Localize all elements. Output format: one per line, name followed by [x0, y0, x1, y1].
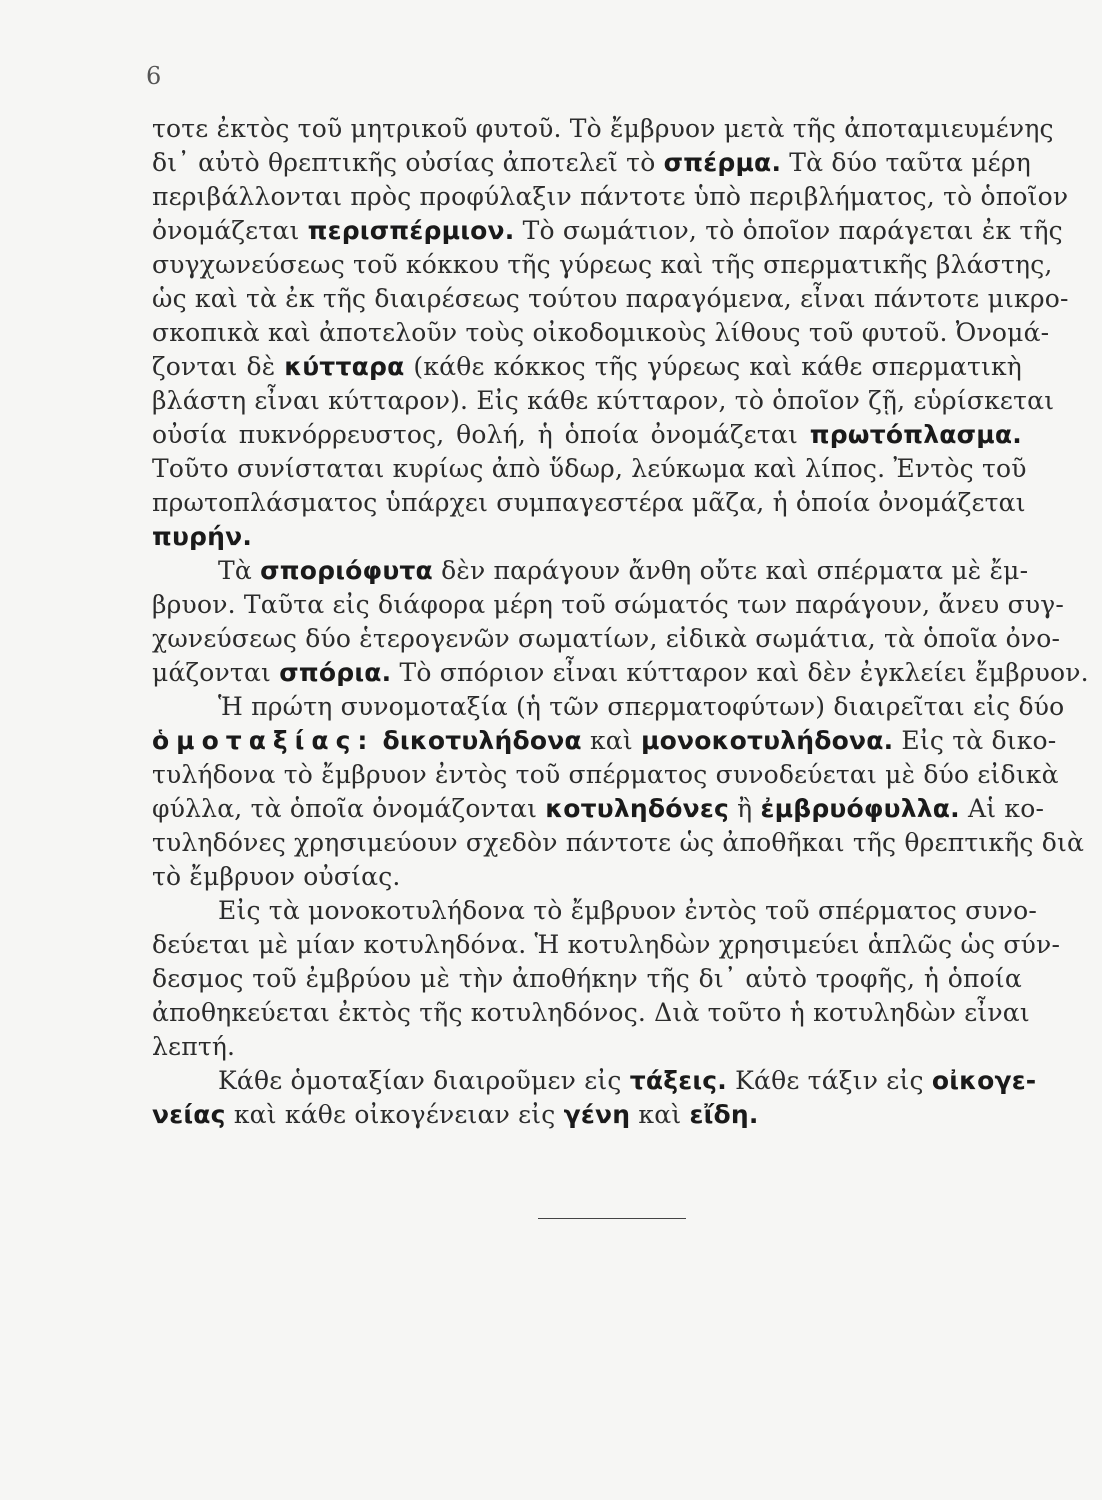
text-line — [152, 520, 1022, 554]
text-line: ὀνομάζεται περισπέρμιον. Τὸ σωμάτιον, τὸ ὁποῖον παράγεται ἐκ τῆς — [152, 216, 1063, 245]
section-divider — [538, 1218, 686, 1219]
term-oikogeneias-1: οἰκογε- — [931, 1066, 1037, 1095]
body-text — [152, 112, 1089, 1132]
text-line: ὁμοταξίας: δικοτυλήδονα καὶ μονοκοτυλήδονα. Εἰς τὰ δικο- — [152, 726, 1057, 755]
term-taxeis: τάξεις. — [629, 1066, 727, 1095]
text-line: φύλλα, τὰ ὁποῖα ὀνομάζονται κοτυληδόνες ἢ ἐμβρυόφυλλα. Αἱ κο- — [152, 794, 1045, 823]
text-line: τὸ ἔμβρυον οὐσίας. — [152, 862, 401, 891]
term-sporiofyta: σποριόφυτα — [260, 556, 433, 585]
text-line: νείας καὶ κάθε οἰκογένειαν εἰς γένη καὶ εἴδη. — [152, 1100, 759, 1129]
text-line: Τοῦτο συνίσταται κυρίως ἀπὸ ὕδωρ, λεύκωμα καὶ λίπος. Ἐντὸς τοῦ — [152, 454, 1027, 483]
text-line: τοτε ἐκτὸς τοῦ μητρικοῦ φυτοῦ. Τὸ ἔμβρυον μετὰ τῆς ἀποταμιευμένης — [152, 114, 1054, 143]
term-kyttara: κύτταρα — [284, 352, 405, 381]
page-number: 6 — [146, 62, 162, 90]
text-line: δεσμος τοῦ ἐμβρύου μὲ τὴν ἀποθήκην τῆς δι᾿ αὐτὸ τροφῆς, ἡ ὁποία — [152, 964, 1022, 993]
text-line: πρωτοπλάσματος ὑπάρχει συμπαγεστέρα μᾶζα, ἡ ὁποία ὀνομάζεται — [152, 488, 1026, 517]
text-line: ὡς καὶ τὰ ἐκ τῆς διαιρέσεως τούτου παραγόμενα, εἶναι πάντοτε μικρο- — [152, 284, 1069, 313]
term-sporia: σπόρια. — [279, 658, 392, 687]
text-line: οὐσία πυκνόρρευστος, θολή, ἡ ὁποία ὀνομάζεται πρωτόπλασμα. — [152, 420, 1022, 449]
term-sperma: σπέρμα. — [663, 148, 782, 177]
text-line: σκοπικὰ καὶ ἀποτελοῦν τοὺς οἰκοδομικοὺς λίθους τοῦ φυτοῦ. Ὀνομά- — [152, 318, 1050, 347]
text-line: βλάστη εἶναι κύτταρον). Εἰς κάθε κύτταρον, τὸ ὁποῖον ζῇ, εὑρίσκεται — [152, 386, 1055, 415]
term-dikotylidona: δικοτυλήδονα — [382, 726, 582, 755]
text-line: λεπτή. — [152, 1032, 236, 1061]
term-eidi: εἴδη. — [689, 1100, 759, 1129]
term-pyrin: πυρήν. — [152, 522, 253, 551]
text-line: Εἰς τὰ μονοκοτυλήδονα τὸ ἔμβρυον ἐντὸς τοῦ σπέρματος συνο- — [218, 896, 1038, 925]
text-line: συγχωνεύσεως τοῦ κόκκου τῆς γύρεως καὶ τῆς σπερματικῆς βλάστης, — [152, 250, 1053, 279]
text-line: μάζονται σπόρια. Τὸ σπόριον εἶναι κύτταρον καὶ δὲν ἐγκλείει ἔμβρυον. — [152, 658, 1089, 687]
text-line: τυλήδονα τὸ ἔμβρυον ἐντὸς τοῦ σπέρματος συνοδεύεται μὲ δύο εἰδικὰ — [152, 760, 1059, 789]
text-line: Ἡ πρώτη συνομοταξία (ἡ τῶν σπερματοφύτων) διαιρεῖται εἰς δύο — [218, 692, 1065, 721]
term-protoplasma: πρωτόπλασμα. — [809, 420, 1022, 449]
text-line: βρυον. Ταῦτα εἰς διάφορα μέρη τοῦ σώματός των παράγουν, ἄνευ συγ- — [152, 590, 1065, 619]
text-line: ζονται δὲ κύτταρα (κάθε κόκκος τῆς γύρεως καὶ κάθε σπερματικὴ — [152, 352, 1022, 381]
term-geni: γένη — [563, 1100, 631, 1129]
term-emvryofylla: ἐμβρυόφυλλα. — [760, 794, 960, 823]
text-line: Κάθε ὁμοταξίαν διαιροῦμεν εἰς τάξεις. Κάθε τάξιν εἰς οἰκογε- — [218, 1066, 1037, 1095]
text-line: περιβάλλονται πρὸς προφύλαξιν πάντοτε ὑπὸ περιβλήματος, τὸ ὁποῖον — [152, 182, 1069, 211]
term-kotylidones: κοτυληδόνες — [545, 794, 730, 823]
text-line: τυληδόνες χρησιμεύουν σχεδὸν πάντοτε ὡς ἀποθῆκαι τῆς θρεπτικῆς διὰ — [152, 828, 1085, 857]
term-monokotylidona: μονοκοτυλήδονα. — [641, 726, 894, 755]
text-line: ἀποθηκεύεται ἐκτὸς τῆς κοτυληδόνος. Διὰ τοῦτο ἡ κοτυληδὼν εἶναι — [152, 998, 1030, 1027]
term-perispermion: περισπέρμιον. — [307, 216, 515, 245]
text-line: δεύεται μὲ μίαν κοτυληδόνα. Ἡ κοτυληδὼν χρησιμεύει ἁπλῶς ὡς σύν- — [152, 930, 1061, 959]
text-line: Τὰ σποριόφυτα δὲν παράγουν ἄνθη οὔτε καὶ σπέρματα μὲ ἔμ- — [218, 556, 1029, 585]
text-line: δι᾿ αὐτὸ θρεπτικῆς οὐσίας ἀποτελεῖ τὸ σπέρμα. Τὰ δύο ταῦτα μέρη — [152, 148, 1031, 177]
term-oikogeneias-2: νείας — [152, 1100, 226, 1129]
term-omotaxias: ὁμοταξίας: — [152, 726, 375, 755]
text-line: χωνεύσεως δύο ἑτερογενῶν σωματίων, εἰδικὰ σωμάτια, τὰ ὁποῖα ὀνο- — [152, 624, 1061, 653]
